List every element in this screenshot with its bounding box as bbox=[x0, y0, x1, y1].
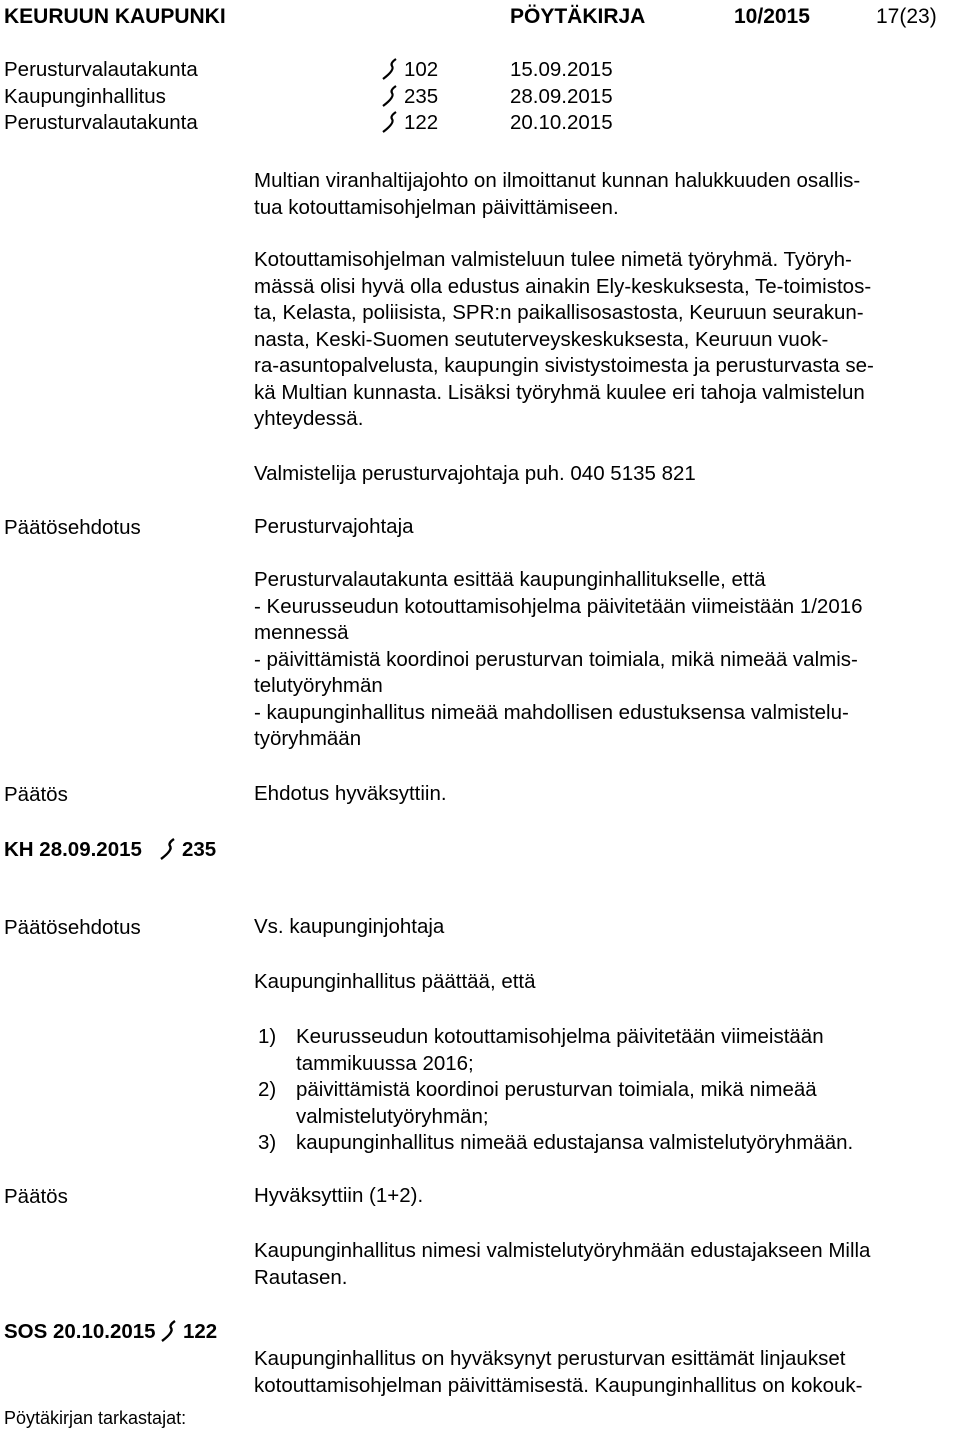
section-sign-icon bbox=[157, 1319, 179, 1343]
meeting-section: 235 bbox=[404, 85, 439, 108]
section-sign-icon bbox=[378, 84, 400, 108]
meeting-date: 20.10.2015 bbox=[510, 111, 613, 134]
decision-text: Hyväksyttiin (1+2). bbox=[254, 1184, 424, 1207]
meeting-body: Perusturvalautakunta bbox=[4, 111, 198, 134]
decision-label: Päätös bbox=[4, 1185, 68, 1208]
decision-text: Ehdotus hyväksyttiin. bbox=[254, 782, 447, 805]
intro-paragraph-2: Kotouttamisohjelman valmisteluun tulee nimetä työryhmä. Työryh- mässä olisi hyvä olla edustus ainakin Ely-keskuksesta, Te-toimistos- ta, Kelasta, poliisista, SPR:n paikallisosastosta, Keuruun seurakun- nasta, Keski-Suomen seututerveyskeskuksesta, Keuruun vuok- ra-asuntopalvelusta, kaupungin sivistystoimesta ja perusturvasta se- kä Multian kunnasta. Lisäksi työryhmä kuulee eri tahoja valmistelun yhteydessä. bbox=[254, 248, 874, 430]
document-type: PÖYTÄKIRJA bbox=[510, 5, 646, 28]
intro-paragraph-1: Multian viranhaltijajohto on ilmoittanut kunnan halukkuuden osallis- tua kotouttamisohjelman päivittämiseen. bbox=[254, 169, 861, 219]
document-number: 10/2015 bbox=[734, 5, 810, 28]
sos-text: Kaupunginhallitus on hyväksynyt perusturvan esittämät linjaukset kotouttamisohjelman päivittämisestä. Kaupunginhallitus on kokouk- bbox=[254, 1347, 863, 1397]
meeting-date: 28.09.2015 bbox=[510, 85, 613, 108]
page-number: 17(23) bbox=[876, 5, 937, 28]
section-sign-icon bbox=[378, 57, 400, 81]
minutes-checkers-label: Pöytäkirjan tarkastajat: bbox=[4, 1408, 187, 1428]
kh-section-heading: KH 28.09.2015 bbox=[4, 838, 142, 861]
meeting-section: 122 bbox=[404, 111, 439, 134]
proposer: Perusturvajohtaja bbox=[254, 515, 414, 538]
proposal-label: Päätösehdotus bbox=[4, 916, 141, 939]
decision-label: Päätös bbox=[4, 783, 68, 806]
decision-extra: Kaupunginhallitus nimesi valmistelutyöryhmään edustajakseen Milla Rautasen. bbox=[254, 1239, 871, 1289]
meeting-section: 102 bbox=[404, 58, 439, 81]
meeting-date: 15.09.2015 bbox=[510, 58, 613, 81]
meeting-body: Kaupunginhallitus bbox=[4, 85, 166, 108]
proposal-list bbox=[254, 1024, 954, 1157]
sos-section-number: 122 bbox=[183, 1320, 218, 1343]
organization-name: KEURUUN KAUPUNKI bbox=[4, 5, 226, 28]
proposal-label: Päätösehdotus bbox=[4, 516, 141, 539]
kh-section-number: 235 bbox=[182, 838, 217, 861]
sos-section-heading: SOS 20.10.2015 bbox=[4, 1320, 156, 1343]
section-sign-icon bbox=[378, 110, 400, 134]
proposer: Vs. kaupunginjohtaja bbox=[254, 915, 445, 938]
list-item: 1) Keurusseudun kotouttamisohjelma päivitetään viimeistään tammikuussa 2016; bbox=[258, 1025, 824, 1075]
proposal-text: Perusturvalautakunta esittää kaupunginhallitukselle, että - Keurusseudun kotouttamisohjelma päivitetään viimeistään 1/2016 mennessä - päivittämistä koordinoi perusturvan toimiala, mikä nimeää valmis- telutyöryhmän - kaupunginhallitus nimeää mahdollisen edustuksensa valmistelu- työryhmään bbox=[254, 568, 863, 750]
list-item: 2) päivittämistä koordinoi perusturvan toimiala, mikä nimeää valmistelutyöryhmän; bbox=[258, 1078, 817, 1128]
meeting-body: Perusturvalautakunta bbox=[4, 58, 198, 81]
list-item: 3) kaupunginhallitus nimeää edustajansa valmistelutyöryhmään. bbox=[258, 1131, 854, 1154]
preparer-contact: Valmistelija perusturvajohtaja puh. 040 5135 821 bbox=[254, 462, 696, 485]
section-sign-icon bbox=[156, 837, 178, 861]
proposal-lead: Kaupunginhallitus päättää, että bbox=[254, 970, 536, 993]
